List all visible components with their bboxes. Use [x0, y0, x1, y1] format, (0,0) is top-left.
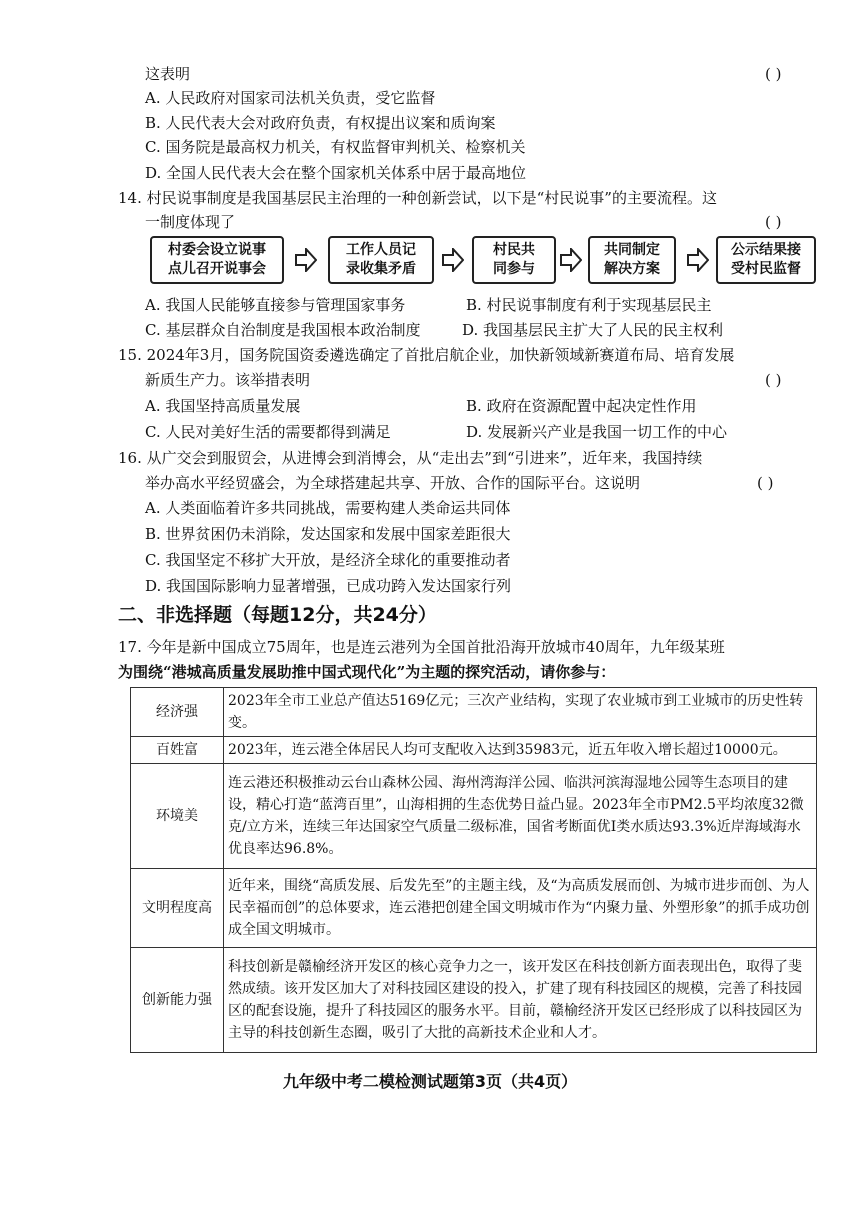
flow-step-2-line2: 录收集矛盾 — [346, 261, 416, 277]
q13-stem-tail: 这表明 — [145, 65, 191, 83]
table-row-head: 经济强 — [131, 688, 224, 737]
q15-stem-line2: 新质生产力。该举措表明 — [145, 371, 311, 389]
q13-option-b: B. 人民代表大会对政府负责，有权提出议案和质询案 — [145, 114, 496, 132]
q14-stem-line1: 14. 村民说事制度是我国基层民主治理的一种创新尝试，以下是“村民说事”的主要流程。这 — [118, 189, 717, 207]
table-row-body: 近年来，围绕“高质发展、后发先至”的主题主线，及“为高质发展而创、为城市进步而创、为人民幸福而创”的总体要求，连云港把创建全国文明城市作为“内聚力量、外塑形象”的抓手成功创成全国文明城市。 — [224, 869, 817, 948]
flow-step-1-line2: 点儿召开说事会 — [168, 261, 266, 277]
flow-step-3-line1: 村民共 — [493, 242, 535, 258]
q15-option-b: B. 政府在资源配置中起决定性作用 — [466, 397, 697, 415]
q16-option-a: A. 人类面临着许多共同挑战，需要构建人类命运共同体 — [145, 499, 511, 517]
q14-option-a: A. 我国人民能够直接参与管理国家事务 — [145, 296, 406, 314]
page-footer: 九年级中考二模检测试题第3页（共4页） — [282, 1072, 578, 1091]
q15-stem-line1: 15. 2024年3月，国务院国资委遴选确定了首批启航企业，加快新领域新赛道布局、培育发展 — [118, 346, 735, 364]
table-row-body: 2023年，连云港全体居民人均可支配收入达到35983元，近五年收入增长超过10000元。 — [224, 737, 817, 764]
flow-step-4-line1: 共同制定 — [604, 242, 660, 258]
q15-option-c: C. 人民对美好生活的需要都得到满足 — [145, 423, 391, 441]
flow-step-1 — [150, 236, 284, 284]
q17-stem-line1: 17. 今年是新中国成立75周年，也是连云港列为全国首批沿海开放城市40周年，九年级某班 — [118, 638, 725, 656]
q14-option-c: C. 基层群众自治制度是我国根本政治制度 — [145, 321, 421, 339]
section-heading: 二、非选择题（每题12分，共24分） — [118, 604, 437, 626]
q16-option-c: C. 我国坚定不移扩大开放，是经济全球化的重要推动者 — [145, 551, 511, 569]
flow-arrow-icon — [687, 248, 709, 272]
table-row-head: 文明程度高 — [131, 869, 224, 948]
flow-step-2 — [328, 236, 434, 284]
q15-option-d: D. 发展新兴产业是我国一切工作的中心 — [466, 423, 728, 441]
table-row — [131, 869, 817, 948]
q16-stem-line2: 举办高水平经贸盛会，为全球搭建起共享、开放、合作的国际平台。这说明 — [145, 474, 641, 492]
q16-option-b: B. 世界贫困仍未消除，发达国家和发展中国家差距很大 — [145, 525, 511, 543]
q15-answer-paren: ( ) — [765, 371, 782, 389]
table-row-body: 连云港还积极推动云台山森林公园、海州湾海洋公园、临洪河滨海湿地公园等生态项目的建设，精心打造“蓝湾百里”，山海相拥的生态优势日益凸显。2023年全市PM2.5平均浓度32微克/立方米，连续三年达国家空气质量二级标准，国省考断面优Ⅰ类水质达93.3%近岸海域海水优良率达96.8%。 — [224, 764, 817, 869]
table-row — [131, 948, 817, 1053]
q16-stem-line1: 16. 从广交会到服贸会，从进博会到消博会，从“走出去”到“引进来”，近年来，我国持续 — [118, 449, 703, 467]
table-row — [131, 764, 817, 869]
flow-step-3 — [472, 236, 556, 284]
q15-option-a: A. 我国坚持高质量发展 — [145, 397, 301, 415]
q17-material-table — [130, 687, 817, 1053]
flow-arrow-icon — [295, 248, 317, 272]
q16-answer-paren: ( ) — [757, 474, 774, 492]
table-row-body: 2023年全市工业总产值达5169亿元；三次产业结构，实现了农业城市到工业城市的历史性转变。 — [224, 688, 817, 737]
flow-step-2-line1: 工作人员记 — [346, 242, 416, 258]
q14-option-d: D. 我国基层民主扩大了人民的民主权利 — [462, 321, 724, 339]
table-row-head: 环境美 — [131, 764, 224, 869]
flow-step-4-line2: 解决方案 — [604, 261, 660, 277]
q14-answer-paren: ( ) — [765, 213, 782, 231]
flow-arrow-icon — [442, 248, 464, 272]
q14-flow-diagram — [150, 236, 818, 288]
flow-step-5-line2: 受村民监督 — [731, 261, 801, 277]
q14-stem-line2: 一制度体现了 — [145, 213, 236, 231]
flow-step-4 — [588, 236, 676, 284]
table-row-head: 百姓富 — [131, 737, 224, 764]
q17-stem-line2: 为围绕“港城高质量发展助推中国式现代化”为主题的探究活动，请你参与： — [118, 663, 616, 681]
table-row-head: 创新能力强 — [131, 948, 224, 1053]
q14-option-b: B. 村民说事制度有利于实现基层民主 — [466, 296, 712, 314]
q13-option-a: A. 人民政府对国家司法机关负责，受它监督 — [145, 89, 436, 107]
flow-step-5-line1: 公示结果接 — [731, 242, 801, 258]
q13-option-d: D. 全国人民代表大会在整个国家机关体系中居于最高地位 — [145, 164, 527, 182]
q13-answer-paren: ( ) — [765, 65, 782, 83]
table-row — [131, 688, 817, 737]
table-row — [131, 737, 817, 764]
flow-step-5 — [716, 236, 816, 284]
q13-option-c: C. 国务院是最高权力机关，有权监督审判机关、检察机关 — [145, 138, 526, 156]
flow-step-1-line1: 村委会设立说事 — [168, 242, 266, 258]
flow-step-3-line2: 同参与 — [493, 261, 535, 277]
q16-option-d: D. 我国国际影响力显著增强，已成功跨入发达国家行列 — [145, 577, 512, 595]
flow-arrow-icon — [560, 248, 582, 272]
table-row-body: 科技创新是赣榆经济开发区的核心竞争力之一，该开发区在科技创新方面表现出色，取得了斐然成绩。该开发区加大了对科技园区建设的投入，扩建了现有科技园区的规模，完善了科技园区的配套设施，提升了科技园区的服务水平。目前，赣榆经济开发区已经形成了以科技园区为主导的科技创新生态圈，吸引了大批的高新技术企业和人才。 — [224, 948, 817, 1053]
